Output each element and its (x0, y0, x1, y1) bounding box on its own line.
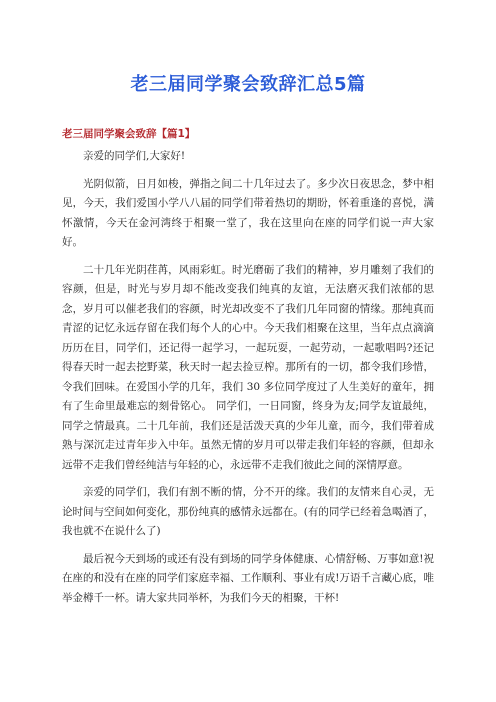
closing-paragraph: 最后祝今天到场的或还有没有到场的同学身体健康、心情舒畅、万事如意!祝在座的和没有在座的同学们家庭幸福、工作顺利、事业有成!万语千言藏心底，唯举金樽千一杯。请大家共同举杯，为我们今天的相聚，干杯! (62, 552, 434, 604)
body-paragraph: 光阴似箭，日月如梭，弹指之间二十几年过去了。多少次日夜思念，梦中相见，今天，我们爱国小学八八届的同学们带着热切的期盼，怀着重逢的喜悦，满怀激情，今天在金河湾终于相聚一堂了，我在这里向在座的同学们说一声大家好。 (62, 177, 434, 248)
body-paragraph: 二十几年光阴荏苒，风雨彩虹。时光磨砺了我们的精神，岁月雕刻了我们的容颜，但是，时光与岁月却不能改变我们纯真的友谊，无法磨灭我们浓郁的思念，岁月可以催老我们的容颜，时光却改变不了我们几年同窗的情缘。那纯真而青涩的记忆永远存留在我们每个人的心中。今天我们相聚在这里，当年点点滴滴历历在目，同学们，还记得一起学习，一起玩耍，一起劳动，一起歌唱吗?还记得春天时一起去挖野菜，秋天时一起去捡豆榨。那所有的一切，都令我们珍惜，令我们回味。在爱国小学的几年，我们 30 多位同学度过了人生美好的童年，拥有了生命里最难忘的刻骨铭心。 同学们，一日同窗，终身为友;同学友谊最纯，同学之情最真。二十几年前，我们还是活泼天真的少年儿童，而今，我们带着成熟与深沉走过青年步入中年。虽然无情的岁月可以带走我们年轻的容颜，但却永远带不走我们曾经纯洁与年轻的心，永远带不走我们彼此之间的深情厚意。 (62, 263, 434, 471)
document-body (62, 147, 434, 616)
body-paragraph: 亲爱的同学们，我们有割不断的情，分不开的缘。我们的友情来自心灵，无论时间与空间如何变化，那份纯真的感情永远都在。(有的同学已经着急喝酒了，我也就不在说什么了) (62, 486, 434, 537)
document-title: 老三届同学聚会致辞汇总5篇 (130, 74, 366, 95)
section-heading: 老三届同学聚会致辞【篇1】 (62, 128, 196, 140)
greeting-paragraph: 亲爱的同学们,大家好! (83, 150, 186, 162)
